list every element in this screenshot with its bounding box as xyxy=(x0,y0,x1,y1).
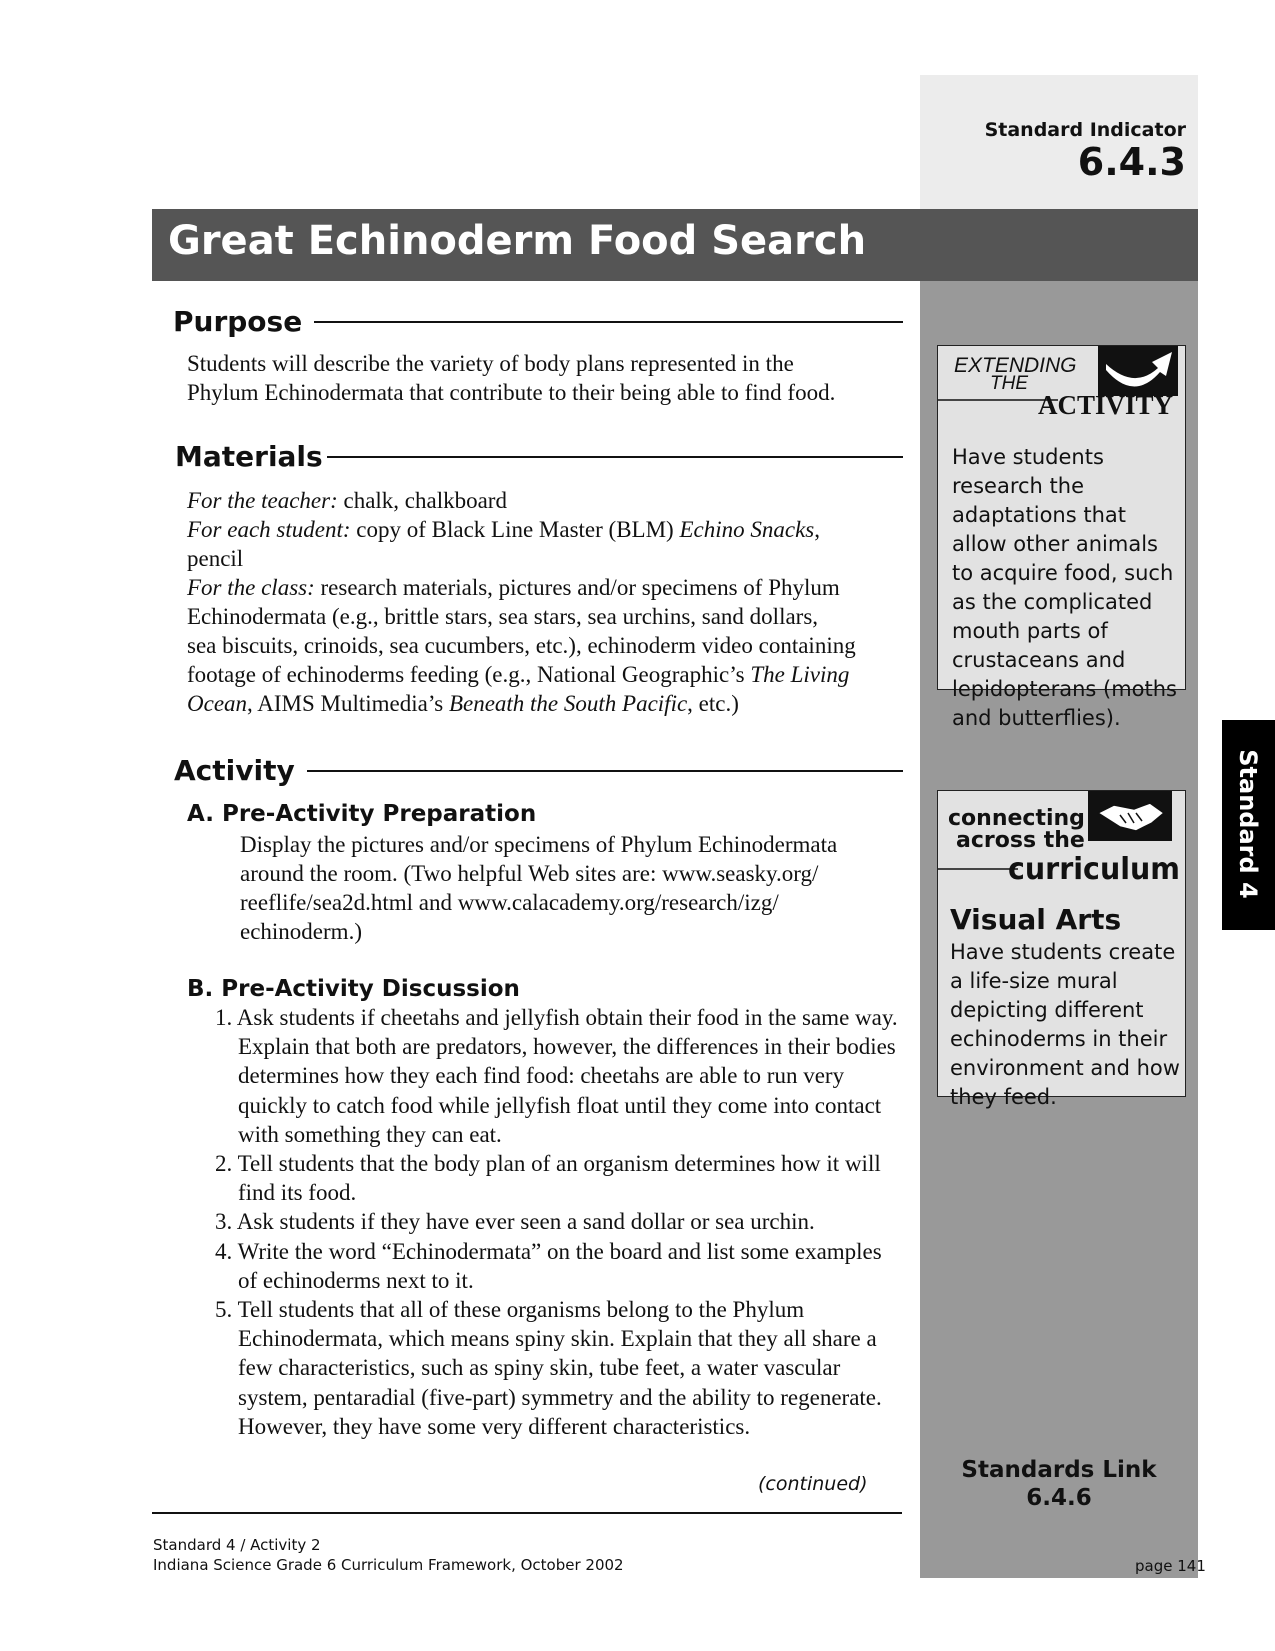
page-number: page 141 xyxy=(1135,1557,1206,1575)
standards-link-number: 6.4.6 xyxy=(1026,1485,1092,1511)
preparation-line: echinoderm.) xyxy=(240,919,362,944)
video-title: Ocean xyxy=(187,691,248,716)
blm-title: Echino Snacks xyxy=(679,517,815,542)
preparation-line: Display the pictures and/or specimens of Phylum Echinodermata xyxy=(240,832,838,857)
standard-tab-label: Standard 4 xyxy=(1234,749,1262,899)
extending-activity-text: Have students research the adaptations that allow other animals to acquire food, such as the complicated mouth parts of crustaceans and lepidopterans (moths and butterflies). xyxy=(952,445,1177,730)
standards-link xyxy=(930,1456,1188,1512)
teacher-label: For the teacher: xyxy=(187,488,338,513)
purpose-heading xyxy=(173,305,903,338)
footer-line: Indiana Science Grade 6 Curriculum Framework, October 2002 xyxy=(153,1556,624,1574)
video-title: The Living xyxy=(750,662,850,687)
materials-heading-text: Materials xyxy=(175,440,323,473)
footer xyxy=(153,1535,624,1575)
purpose-line: Phylum Echinodermata that contribute to their being able to find food. xyxy=(187,380,836,405)
footer-line: Standard 4 / Activity 2 xyxy=(153,1536,321,1554)
materials-class-line: Echinodermata (e.g., brittle stars, sea stars, sea urchins, sand dollars, xyxy=(187,604,819,629)
heading-rule xyxy=(307,770,903,772)
list-item: 2. Tell students that the body plan of an organism determines how it will find its food. xyxy=(215,1151,881,1206)
student-tail: , xyxy=(814,517,820,542)
logo-text-curriculum: curriculum xyxy=(1008,852,1180,886)
materials-class xyxy=(187,573,856,602)
class-text: research materials, pictures and/or specimens of Phylum xyxy=(314,575,840,600)
footer-rule xyxy=(152,1512,902,1514)
logo-text-across: across the xyxy=(956,828,1085,853)
student-text: copy of Black Line Master (BLM) xyxy=(350,517,680,542)
video-title: Beneath the South Pacific xyxy=(448,691,688,716)
visual-arts-text: Have students create a life-size mural depicting different echinoderms in their environment and how they feed. xyxy=(950,940,1180,1109)
title-bar xyxy=(152,209,1198,281)
materials-student-line2: pencil xyxy=(187,546,244,571)
standard-indicator-box xyxy=(920,75,1198,209)
connecting-curriculum-logo xyxy=(938,791,1185,886)
pre-activity-discussion-heading: B. Pre-Activity Discussion xyxy=(187,976,520,1002)
discussion-steps xyxy=(205,1003,905,1441)
list-item: 5. Tell students that all of these organisms belong to the Phylum Echinodermata, which means spiny skin. Explain that they all share a few characteristics, such as spiny skin, tube feet, a water vascular system, pentaradial (five-part) symmetry and the ability to regenerate. However, they have some very different characteristics. xyxy=(215,1297,882,1439)
materials-class-line xyxy=(187,689,856,718)
purpose-heading-text: Purpose xyxy=(173,305,303,338)
list-item: 4. Write the word “Echinodermata” on the board and list some examples of echinoderms next to it. xyxy=(215,1238,882,1293)
standard-tab xyxy=(1222,720,1275,930)
standard-indicator-label: Standard Indicator xyxy=(984,119,1186,141)
heading-rule xyxy=(314,321,903,323)
logo-text-activity: ACTIVITY xyxy=(1038,390,1174,420)
class-text: , etc.) xyxy=(687,691,739,716)
materials-class-line xyxy=(187,660,856,689)
materials-text xyxy=(187,486,856,718)
logo-text-the: THE xyxy=(990,373,1028,394)
class-text: footage of echinoderms feeding (e.g., National Geographic’s xyxy=(187,662,751,687)
student-label: For each student: xyxy=(187,517,351,542)
materials-heading xyxy=(175,440,903,473)
class-label: For the class: xyxy=(187,575,315,600)
page-title: Great Echinoderm Food Search xyxy=(168,218,867,264)
list-item: 3. Ask students if they have ever seen a sand dollar or sea urchin. xyxy=(215,1209,815,1235)
standards-link-label: Standards Link xyxy=(961,1457,1157,1483)
standard-indicator-number: 6.4.3 xyxy=(1077,140,1186,184)
list-item: 1. Ask students if cheetahs and jellyfish obtain their food in the same way. Explain that both are predators, however, the differences in their bodies determines how they each find food: cheetahs are able to run very quickly to catch food while jellyfish float until they come into contact with something they can eat. xyxy=(215,1005,898,1147)
heading-rule xyxy=(327,456,903,458)
purpose-text xyxy=(187,349,835,407)
preparation-text xyxy=(240,830,837,946)
teacher-text: chalk, chalkboard xyxy=(337,488,507,513)
continued-note: (continued) xyxy=(758,1473,868,1495)
materials-teacher xyxy=(187,486,856,515)
logo-text-connecting: connecting xyxy=(948,806,1085,831)
activity-heading xyxy=(174,754,903,787)
class-text: , AIMS Multimedia’s xyxy=(247,691,449,716)
materials-student xyxy=(187,515,856,544)
extending-activity-box xyxy=(937,345,1186,730)
purpose-line: Students will describe the variety of body plans represented in the xyxy=(187,351,794,376)
pre-activity-preparation-heading: A. Pre-Activity Preparation xyxy=(187,801,537,827)
preparation-line: reeflife/sea2d.html and www.calacademy.org/research/izg/ xyxy=(240,890,779,915)
connecting-curriculum-box xyxy=(937,790,1186,1109)
extending-activity-logo xyxy=(938,346,1185,421)
activity-heading-text: Activity xyxy=(174,754,295,787)
visual-arts-heading: Visual Arts xyxy=(950,903,1122,936)
materials-class-line: sea biscuits, crinoids, sea cucumbers, etc.), echinoderm video containing xyxy=(187,633,856,658)
logo-text-extending: EXTENDING xyxy=(954,354,1077,377)
preparation-line: around the room. (Two helpful Web sites are: www.seasky.org/ xyxy=(240,861,819,886)
